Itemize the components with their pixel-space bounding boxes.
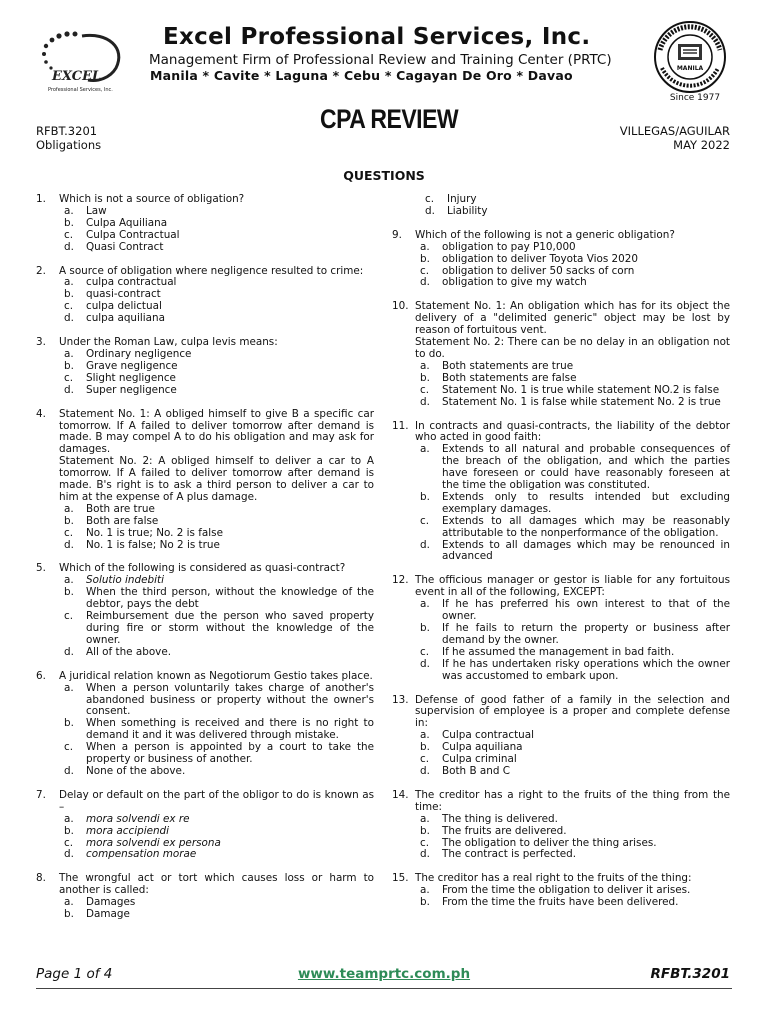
question-number: 2.	[36, 264, 46, 277]
answer-option	[59, 814, 374, 826]
course-subject: Obligations	[36, 138, 102, 152]
option-text: Ordinary negligence	[86, 347, 192, 360]
answer-option	[415, 492, 730, 516]
option-letter: a.	[64, 502, 74, 515]
option-text: mora solvendi ex re	[86, 812, 190, 825]
option-text: obligation to give my watch	[442, 276, 587, 289]
option-text: Both are false	[86, 514, 159, 527]
option-letter: b.	[64, 824, 74, 837]
option-text: The obligation to deliver the thing arises.	[442, 836, 657, 849]
option-letter: b.	[64, 359, 74, 372]
option-text: Injury	[447, 193, 477, 205]
option-text: mora solvendi ex persona	[86, 836, 221, 849]
question-item	[36, 873, 374, 921]
option-letter: c.	[64, 371, 74, 384]
option-letter: a.	[420, 443, 430, 456]
answer-option	[420, 206, 730, 218]
option-text: When the third person, without the knowledge of the debtor, pays the debt	[86, 586, 374, 611]
course-code: RFBT.3201	[36, 124, 98, 138]
option-letter: d.	[420, 538, 430, 551]
option-letter: c.	[420, 753, 430, 766]
svg-text:Professional Services, Inc.: Professional Services, Inc.	[48, 87, 113, 93]
svg-text:EXCEL: EXCEL	[52, 69, 102, 84]
option-text: Culpa criminal	[442, 753, 517, 766]
answer-option	[415, 397, 730, 409]
option-text: quasi-contract	[86, 288, 161, 301]
question-item	[36, 337, 374, 397]
option-letter: b.	[420, 490, 430, 503]
question-stem: Statement No. 1: A obliged himself to give B a specific car tomorrow. If A failed to deliver tomorrow after demand is made. B may compel A to do his obligation and may ask for damages.	[59, 407, 374, 456]
option-text: Culpa contractual	[442, 729, 534, 742]
question-stem: A juridical relation known as Negotiorum Gestio takes place.	[59, 669, 373, 682]
question-number: 10.	[392, 300, 409, 313]
option-letter: a.	[420, 729, 430, 742]
option-text: culpa contractual	[86, 276, 177, 289]
option-text: Statement No. 1 is false while statement No. 2 is true	[442, 395, 721, 408]
option-text: Super negligence	[86, 383, 177, 396]
answer-option	[415, 659, 730, 683]
option-letter: c.	[420, 836, 430, 849]
option-letter: d.	[425, 204, 435, 217]
option-letter: b.	[420, 371, 430, 384]
question-number: 14.	[392, 788, 409, 801]
question-item	[36, 194, 374, 254]
option-text: The contract is perfected.	[442, 848, 577, 861]
question-number: 15.	[392, 872, 409, 885]
option-text: Extends to all damages which may be reasonably attributable to the nonperformance of the obligation.	[442, 514, 730, 539]
option-text: Extends to all natural and probable consequences of the breach of the obligation, and which the parties have foreseen or could have reasonably foreseen at the time the obligation was constituted.	[442, 443, 730, 492]
option-letter: a.	[64, 812, 74, 825]
option-letter: d.	[420, 395, 430, 408]
question-number: 12.	[392, 574, 409, 587]
question-item	[36, 563, 374, 658]
author-info	[620, 124, 730, 152]
option-letter: b.	[64, 216, 74, 229]
authors: VILLEGAS/AGUILAR	[619, 124, 730, 138]
option-letter: b.	[64, 586, 74, 599]
option-letter: a.	[64, 681, 74, 694]
document-title: CPA REVIEW	[320, 103, 459, 134]
question-number: 9.	[392, 228, 402, 241]
question-item	[36, 266, 374, 326]
option-text: When a person is appointed by a court to take the property or business of another.	[86, 741, 374, 766]
management-line: Management Firm of Professional Review and Training Center (PRTC)	[149, 52, 612, 68]
question-item	[392, 575, 730, 682]
excel-logo	[38, 28, 128, 98]
answer-option	[415, 277, 730, 289]
option-letter: d.	[64, 383, 74, 396]
option-text: Grave negligence	[86, 359, 178, 372]
option-text: Quasi Contract	[86, 240, 164, 253]
question-stem: Statement No. 1: An obligation which has for its object the delivery of a "delimited generic" object may be lost by reason of fortuitous vent.	[415, 300, 730, 337]
option-text: obligation to pay P10,000	[442, 240, 576, 253]
question-number: 7.	[36, 788, 46, 801]
answer-option	[59, 516, 374, 528]
option-letter: a.	[420, 884, 430, 897]
question-item	[392, 421, 730, 564]
option-text: Damage	[86, 908, 130, 921]
option-letter: c.	[420, 645, 430, 658]
branch-list: Manila * Cavite * Laguna * Cebu * Cagayan De Oro * Davao	[150, 68, 573, 83]
question-stem: Delay or default on the part of the obligor to do is known as –	[59, 788, 374, 813]
question-stem: Under the Roman Law, culpa levis means:	[59, 336, 278, 349]
answer-option	[415, 599, 730, 623]
option-letter: c.	[64, 610, 74, 623]
option-letter: a.	[64, 574, 74, 587]
option-text: Culpa Aquiliana	[86, 216, 168, 229]
question-stem: The creditor has a right to the fruits of the thing from the time:	[415, 788, 730, 813]
question-number: 4.	[36, 407, 46, 420]
option-letter: b.	[64, 514, 74, 527]
answer-option	[415, 849, 730, 861]
option-letter: d.	[64, 645, 74, 658]
question-number: 1.	[36, 193, 46, 205]
option-text: The fruits are delivered.	[442, 824, 567, 837]
option-letter: c.	[420, 264, 430, 277]
answer-option	[59, 647, 374, 659]
question-number: 8.	[36, 872, 46, 885]
option-letter: a.	[64, 204, 74, 217]
exam-date: MAY 2022	[673, 138, 730, 152]
question-number: 11.	[392, 419, 409, 432]
answer-option	[415, 826, 730, 838]
option-text: From the time the obligation to deliver it arises.	[442, 884, 691, 897]
answer-option	[415, 540, 730, 564]
questions-column-right	[392, 194, 730, 921]
since-label: Since 1977	[669, 93, 721, 103]
answer-option	[59, 385, 374, 397]
question-stem: Defense of good father of a family in the selection and supervision of employee is a proper and complete defense in:	[415, 693, 730, 730]
option-letter: d.	[420, 276, 430, 289]
question-item	[36, 409, 374, 552]
answer-option	[59, 504, 374, 516]
option-text: If he assumed the management in bad faith.	[442, 645, 675, 658]
option-letter: b.	[420, 622, 430, 634]
option-letter: d.	[64, 764, 74, 777]
answer-option	[415, 444, 730, 492]
option-text: Extends only to results intended but excluding exemplary damages.	[442, 490, 730, 515]
option-letter: d.	[64, 240, 74, 253]
option-letter: c.	[64, 300, 74, 313]
answer-option	[59, 909, 374, 921]
option-letter: c.	[64, 836, 74, 849]
option-letter: a.	[64, 347, 74, 360]
option-text: Both are true	[86, 502, 155, 515]
footer-divider	[36, 988, 732, 989]
option-letter: c.	[64, 526, 74, 539]
answer-option	[415, 373, 730, 385]
answer-option	[59, 218, 374, 230]
letterhead	[0, 0, 768, 110]
option-text: obligation to deliver 50 sacks of corn	[442, 264, 635, 277]
option-text: Damages	[86, 896, 136, 909]
answer-option	[59, 718, 374, 742]
option-letter: a.	[64, 276, 74, 289]
option-letter: d.	[420, 764, 430, 777]
option-letter: c.	[420, 514, 430, 527]
answer-option	[59, 373, 374, 385]
questions-column-left	[36, 194, 374, 933]
option-text: When something is received and there is no right to demand it and it was delivered through mistake.	[86, 717, 374, 742]
option-letter: c.	[425, 193, 435, 205]
question-number: 6.	[36, 669, 46, 682]
answer-option	[415, 516, 730, 540]
company-name: Excel Professional Services, Inc.	[163, 24, 591, 50]
question-number: 5.	[36, 562, 46, 575]
option-text: Culpa aquiliana	[442, 741, 523, 754]
question-number: 13.	[392, 693, 409, 706]
answer-option	[415, 254, 730, 266]
question-item	[392, 230, 730, 290]
answer-option	[59, 361, 374, 373]
course-info	[36, 124, 101, 152]
option-letter: b.	[64, 908, 74, 921]
question-number: 3.	[36, 336, 46, 349]
question-stem: A source of obligation where negligence resulted to crime:	[59, 264, 364, 277]
option-letter: d.	[64, 312, 74, 325]
question-item	[392, 301, 730, 408]
option-letter: b.	[420, 741, 430, 754]
question-stem: Which is not a source of obligation?	[59, 193, 245, 205]
answer-option	[59, 742, 374, 766]
option-text: Statement No. 1 is true while statement NO.2 is false	[442, 383, 720, 396]
option-text: Extends to all damages which may be renounced in advanced	[442, 538, 730, 563]
option-text: The thing is delivered.	[442, 812, 558, 825]
option-text: compensation morae	[86, 848, 197, 861]
answer-option	[59, 540, 374, 552]
question-stem: The creditor has a real right to the fruits of the thing:	[415, 872, 692, 885]
answer-option	[59, 313, 374, 325]
option-text: Both statements are false	[442, 371, 577, 384]
option-text: If he fails to return the property or business after demand by the owner.	[442, 622, 730, 646]
question-continuation	[392, 194, 730, 218]
seal-label: MANILA	[676, 65, 704, 72]
section-heading: QUESTIONS	[343, 168, 425, 183]
option-text: Culpa Contractual	[86, 228, 180, 241]
option-text: No. 1 is false; No 2 is true	[86, 538, 220, 551]
answer-option	[415, 385, 730, 397]
answer-option	[415, 623, 730, 647]
question-stem-second: Statement No. 2: A obliged himself to deliver a car to A tomorrow. If A failed to deliver tomorrow after demand is made. B's right is to ask a third person to deliver a car to him at the expense of A plus damage.	[59, 455, 374, 503]
question-stem: Which of the following is not a generic obligation?	[415, 228, 675, 241]
option-letter: c.	[420, 383, 430, 396]
option-text: Solutio indebiti	[86, 574, 164, 587]
option-text: If he has undertaken risky operations which the owner was accustomed to embark upon.	[442, 657, 730, 682]
option-letter: c.	[64, 741, 74, 754]
option-text: If he has preferred his own interest to that of the owner.	[442, 598, 730, 623]
question-stem: In contracts and quasi-contracts, the liability of the debtor who acted in good faith:	[415, 419, 730, 444]
answer-option	[415, 897, 730, 909]
answer-option	[59, 849, 374, 861]
option-letter: d.	[420, 848, 430, 861]
question-item	[36, 790, 374, 861]
option-text: obligation to deliver Toyota Vios 2020	[442, 252, 638, 265]
question-stem: The officious manager or gestor is liable for any fortuitous event in all of the following, EXCEPT:	[415, 574, 730, 599]
question-item	[392, 695, 730, 778]
option-text: Reimbursement due the person who saved property during fire or storm without the knowledge of the owner.	[86, 610, 374, 646]
answer-option	[59, 683, 374, 719]
option-letter: a.	[420, 812, 430, 825]
option-letter: b.	[64, 717, 74, 730]
option-letter: d.	[64, 538, 74, 551]
option-text: Liability	[447, 204, 488, 217]
answer-option	[415, 361, 730, 373]
option-text: mora accipiendi	[86, 824, 170, 837]
question-item	[392, 873, 730, 909]
option-text: No. 1 is true; No. 2 is false	[86, 526, 223, 539]
answer-option	[415, 814, 730, 826]
option-letter: a.	[420, 598, 430, 611]
option-letter: b.	[420, 252, 430, 265]
question-item	[392, 790, 730, 861]
option-text: Both B and C	[442, 764, 510, 777]
answer-option	[415, 242, 730, 254]
footer-code: RFBT.3201	[650, 966, 730, 982]
answer-option	[59, 826, 374, 838]
question-stem-second: Statement No. 2: There can be no delay in an obligation not to do.	[415, 336, 730, 360]
option-text: Both statements are true	[442, 359, 574, 372]
option-text: From the time the fruits have been delivered.	[442, 896, 679, 909]
option-letter: a.	[64, 896, 74, 909]
website-link[interactable]: www.teamprtc.com.ph	[297, 966, 471, 982]
question-item	[36, 671, 374, 778]
option-text: When a person voluntarily takes charge of another's abandoned business or property without the owner's consent.	[86, 681, 374, 718]
answer-option	[415, 766, 730, 778]
option-letter: b.	[420, 896, 430, 909]
option-text: culpa aquiliana	[86, 312, 165, 325]
answer-option	[59, 611, 374, 647]
option-text: None of the above.	[86, 764, 186, 777]
answer-option	[59, 242, 374, 254]
option-letter: a.	[420, 359, 430, 372]
answer-option	[59, 766, 374, 778]
option-letter: b.	[64, 288, 74, 301]
option-letter: c.	[64, 228, 74, 241]
option-text: Law	[86, 204, 107, 217]
option-text: Slight negligence	[86, 371, 176, 384]
answer-option	[59, 587, 374, 611]
option-text: All of the above.	[86, 645, 172, 658]
option-letter: a.	[420, 240, 430, 253]
question-stem: The wrongful act or tort which causes loss or harm to another is called:	[59, 872, 374, 897]
option-letter: d.	[64, 848, 74, 861]
prtc-seal	[650, 20, 730, 94]
option-letter: d.	[420, 657, 430, 670]
answer-option	[415, 647, 730, 659]
option-text: culpa delictual	[86, 300, 162, 313]
question-stem: Which of the following is considered as quasi-contract?	[59, 562, 346, 575]
answer-option	[59, 528, 374, 540]
page-number: Page 1 of 4	[36, 966, 113, 982]
option-letter: b.	[420, 824, 430, 837]
answer-option	[59, 230, 374, 242]
